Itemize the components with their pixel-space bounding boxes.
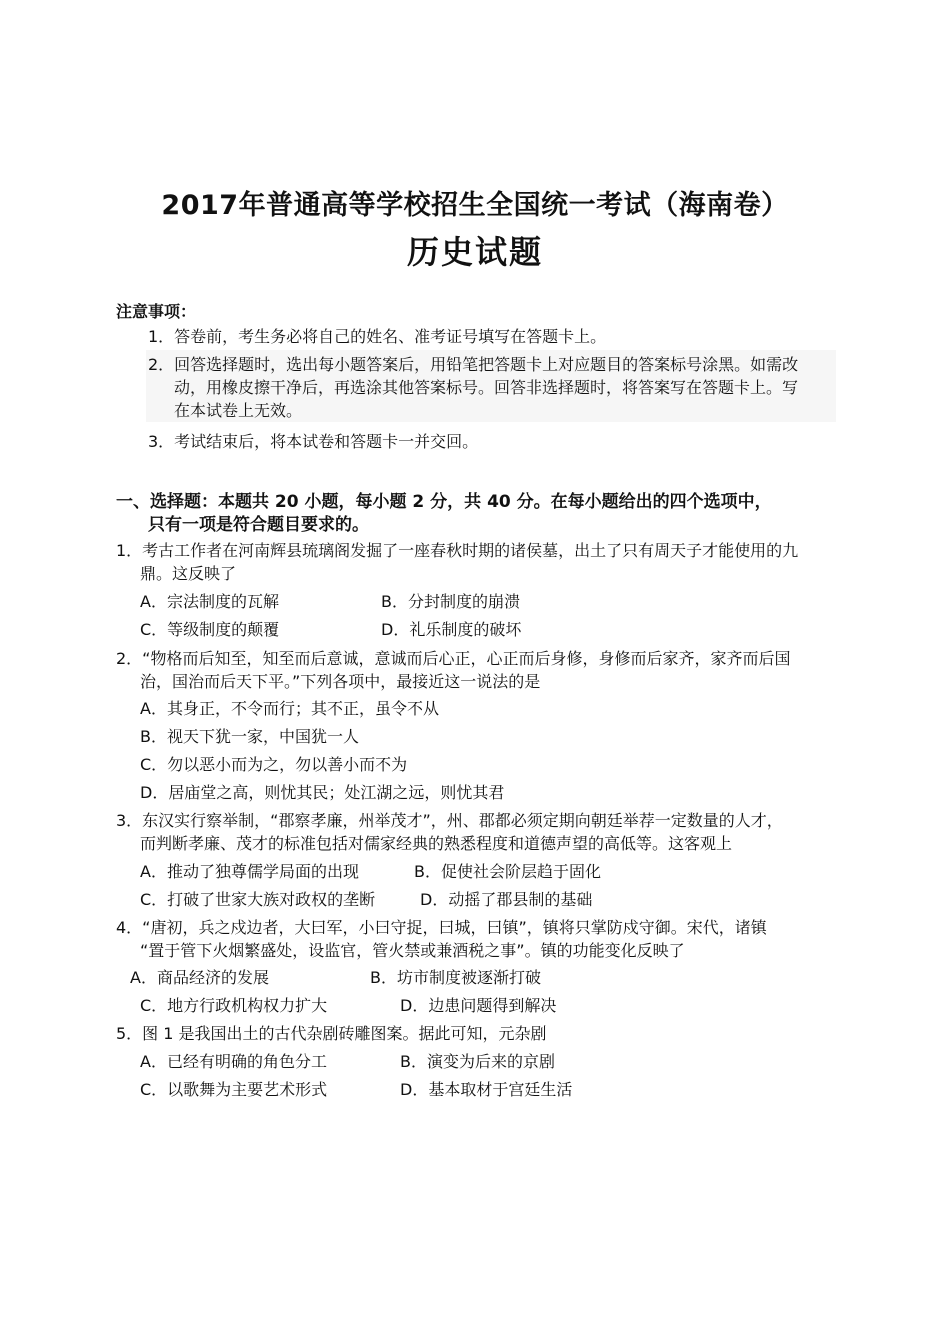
question-2-option-c: C．勿以恶小而为之，勿以善小而不为 <box>140 755 408 774</box>
question-1-option-a: A．宗法制度的瓦解 <box>140 592 279 611</box>
question-5-option-a: A．已经有明确的角色分工 <box>140 1052 327 1071</box>
question-5-option-d: D．基本取材于宫廷生活 <box>400 1080 573 1099</box>
section-heading: 一、选择题：本题共 20 小题，每小题 2 分，共 40 分。在每小题给出的四个选项中， <box>116 492 772 512</box>
question-1-option-d: D．礼乐制度的破坏 <box>381 620 522 639</box>
question-3-option-c: C．打破了世家大族对政权的垄断 <box>140 890 376 909</box>
question-3-stem: 3．东汉实行察举制，“郡察孝廉，州举茂才”，州、郡都必须定期向朝廷举荐一定数量的人才， <box>116 811 783 830</box>
question-4-stem: 4．“唐初，兵之戍边者，大曰军，小曰守捉，曰城，曰镇”，镇将只掌防戍守御。宋代，诸镇 <box>116 918 767 937</box>
question-2-stem-cont: 治，国治而后天下平。”下列各项中，最接近这一说法的是 <box>140 672 541 691</box>
question-1-option-b: B．分封制度的崩溃 <box>381 592 520 611</box>
notes-item-2-cont: 动，用橡皮擦干净后，再选涂其他答案标号。回答非选择题时，将答案写在答题卡上。写 <box>174 378 799 397</box>
section-heading-cont: 只有一项是符合题目要求的。 <box>148 515 369 535</box>
question-4-option-c: C．地方行政机构权力扩大 <box>140 996 328 1015</box>
exam-subject-title: 历史试题 <box>406 233 543 271</box>
notes-item-3: 3．考试结束后，将本试卷和答题卡一并交回。 <box>148 432 479 451</box>
question-2-option-b: B．视天下犹一家，中国犹一人 <box>140 727 359 746</box>
question-3-option-a: A．推动了独尊儒学局面的出现 <box>140 862 359 881</box>
question-2-stem: 2．“物格而后知至，知至而后意诚，意诚而后心正，心正而后身修，身修而后家齐，家齐而后国 <box>116 649 791 668</box>
question-2-option-a: A．其身正，不令而行；其不正，虽令不从 <box>140 699 439 718</box>
notes-item-2-cont2: 在本试卷上无效。 <box>174 401 303 420</box>
question-1-stem: 1．考古工作者在河南辉县琉璃阁发掘了一座春秋时期的诸侯墓，出土了只有周天子才能使用的九 <box>116 541 799 560</box>
question-3-option-d: D．动摇了郡县制的基础 <box>420 890 593 909</box>
question-5-stem: 5．图 1 是我国出土的古代杂剧砖雕图案。据此可知，元杂剧 <box>116 1024 547 1043</box>
notes-item-1: 1．答卷前，考生务必将自己的姓名、准考证号填写在答题卡上。 <box>148 327 607 346</box>
question-3-option-b: B．促使社会阶层趋于固化 <box>414 862 601 881</box>
notes-heading: 注意事项： <box>116 302 197 321</box>
question-1-stem-cont: 鼎。这反映了 <box>140 564 237 583</box>
question-2-option-d: D．居庙堂之高，则忧其民；处江湖之远，则忧其君 <box>140 783 505 802</box>
question-1-option-c: C．等级制度的颠覆 <box>140 620 280 639</box>
question-4-option-b: B．坊市制度被逐渐打破 <box>370 968 541 987</box>
question-4-stem-cont: “置于管下火烟繁盛处，设监官，管火禁或兼酒税之事”。镇的功能变化反映了 <box>140 941 685 960</box>
question-5-option-b: B．演变为后来的京剧 <box>400 1052 555 1071</box>
question-3-stem-cont: 而判断孝廉、茂才的标准包括对儒家经典的熟悉程度和道德声望的高低等。这客观上 <box>140 834 733 853</box>
question-4-option-d: D．边患问题得到解决 <box>400 996 557 1015</box>
exam-title: 2017年普通高等学校招生全国统一考试（海南卷） <box>161 190 789 221</box>
question-4-option-a: A．商品经济的发展 <box>130 968 269 987</box>
notes-item-2: 2．回答选择题时，选出每小题答案后，用铅笔把答题卡上对应题目的答案标号涂黑。如需改 <box>148 355 799 374</box>
question-5-option-c: C．以歌舞为主要艺术形式 <box>140 1080 328 1099</box>
